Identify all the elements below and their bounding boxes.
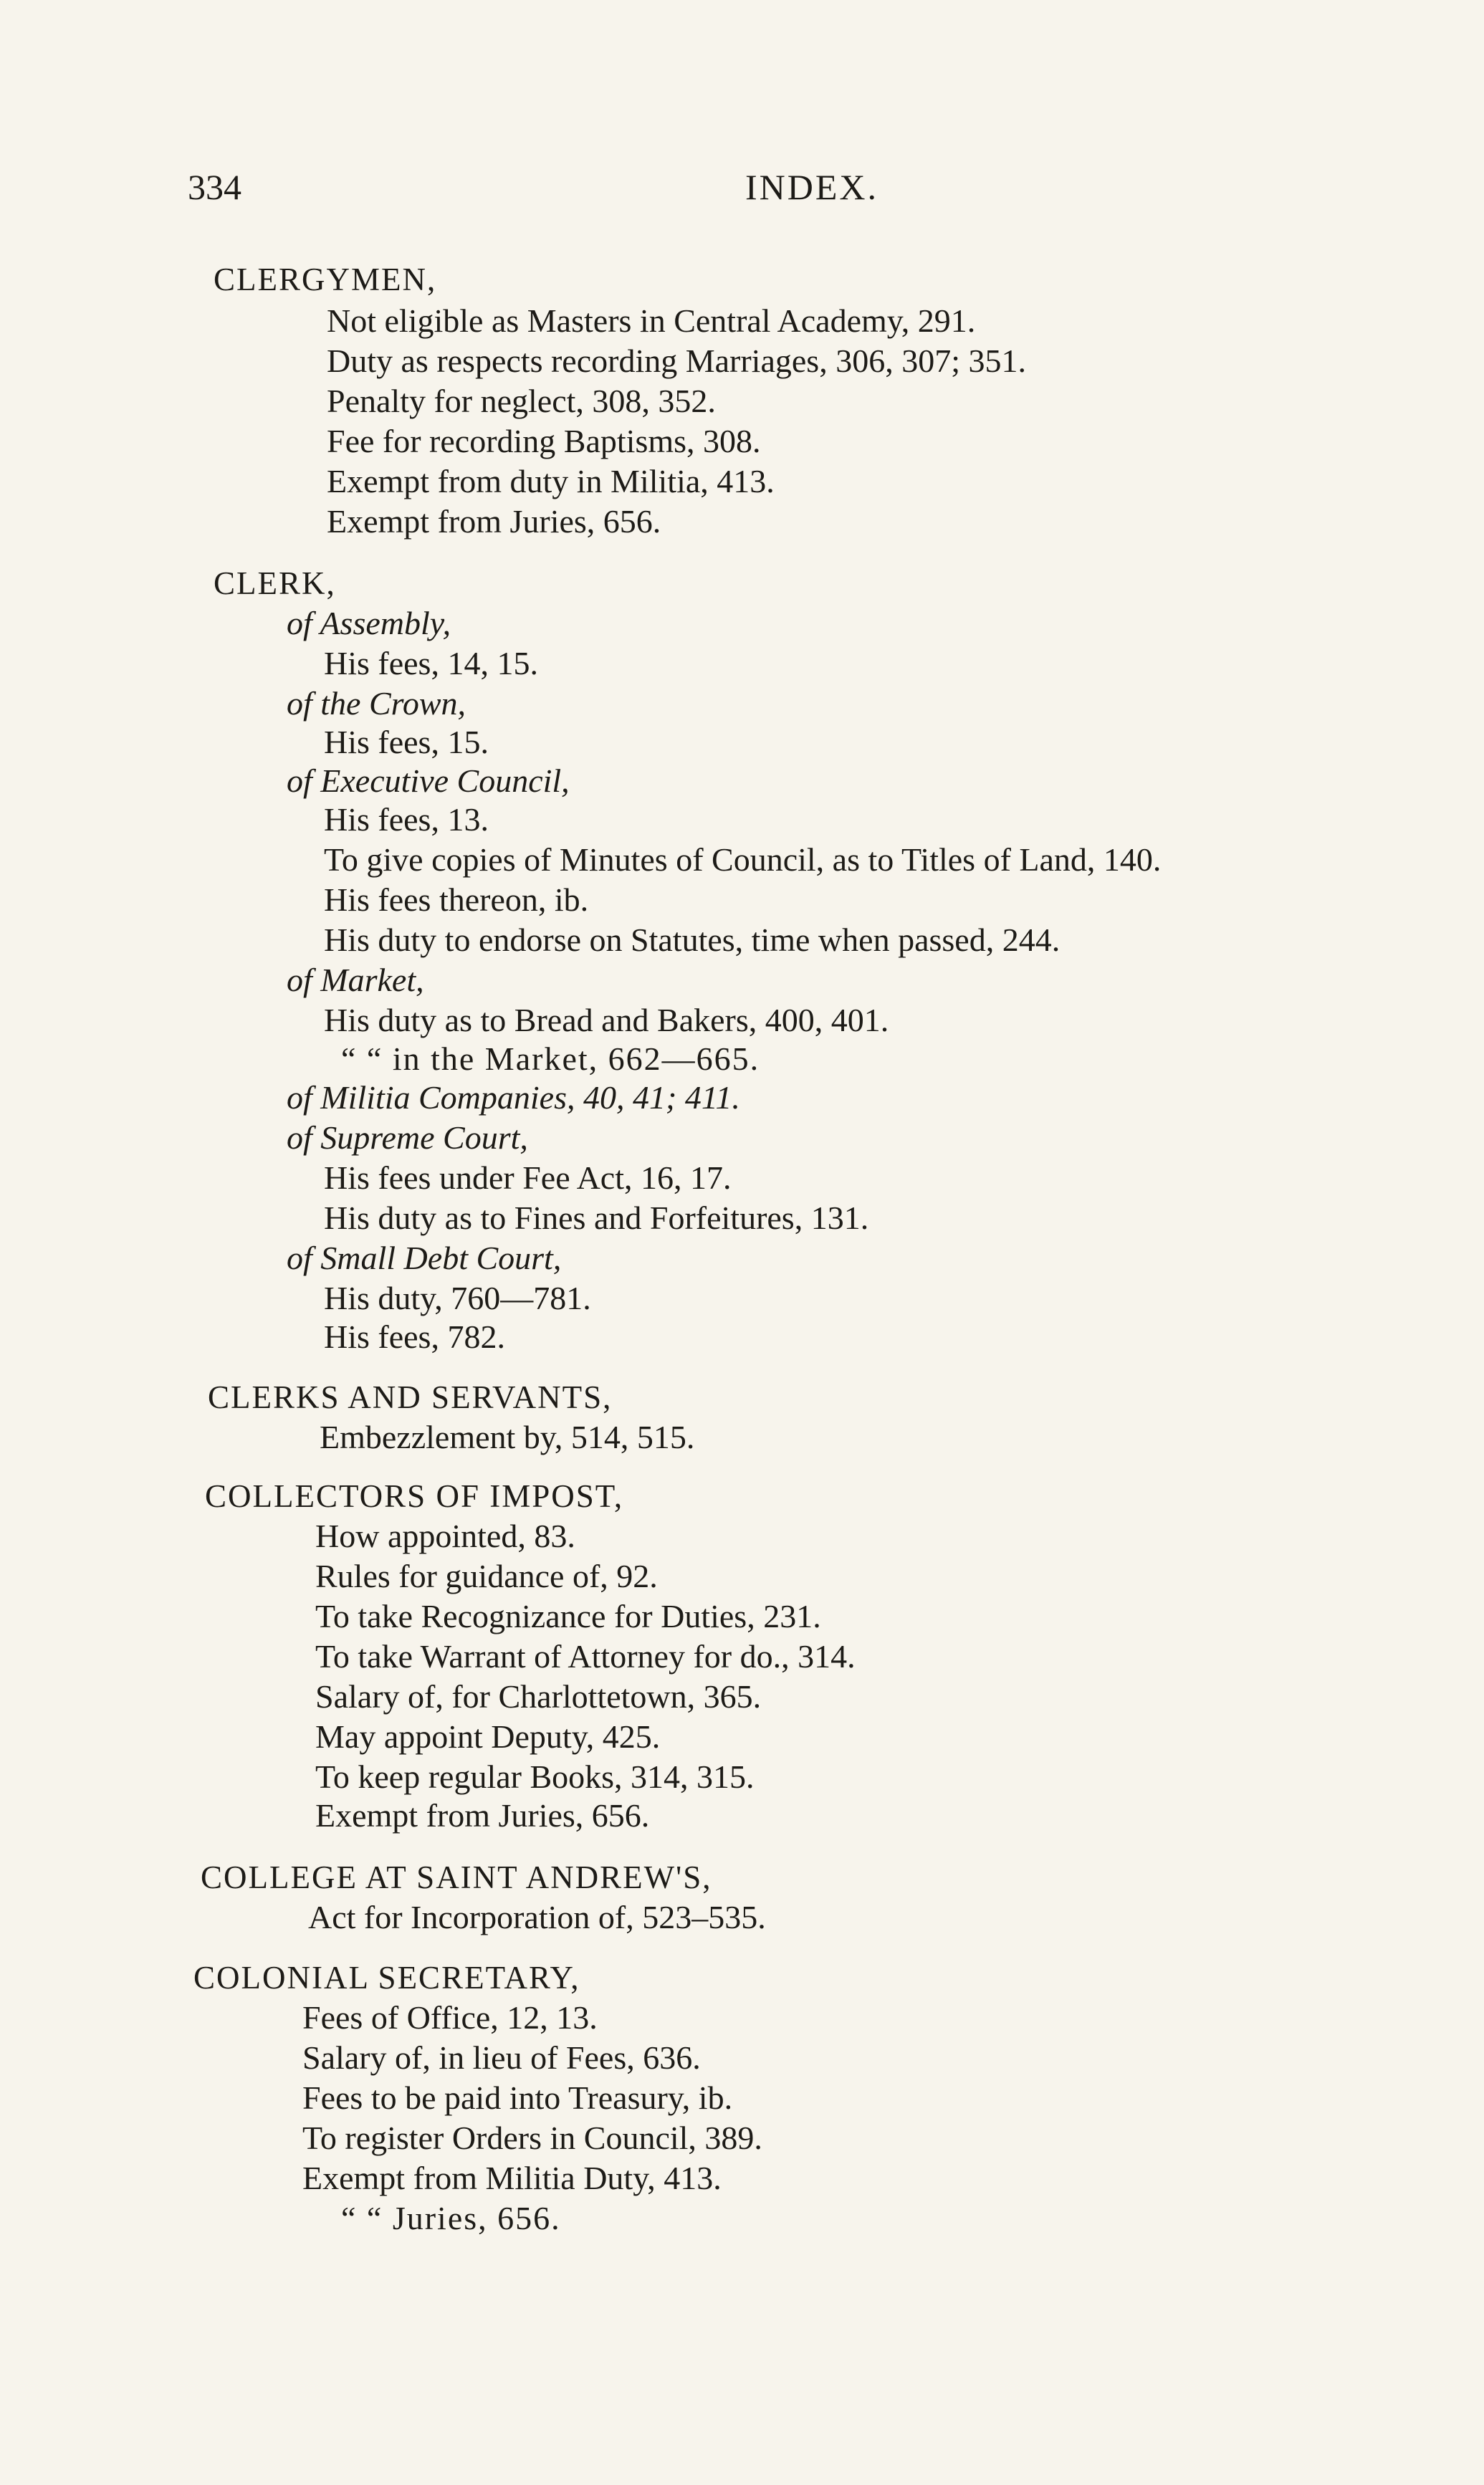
index-entry: “ “ in the Market, 662—665. xyxy=(341,1040,760,1077)
index-entry: To give copies of Minutes of Council, as to Titles of Land, 140. xyxy=(324,841,1162,878)
index-heading: CLERKS AND SERVANTS, xyxy=(208,1379,613,1415)
index-subheading: of Executive Council, xyxy=(287,762,570,799)
index-entry: Penalty for neglect, 308, 352. xyxy=(327,383,716,419)
index-entry: Duty as respects recording Marriages, 306, 307; 351. xyxy=(327,343,1026,379)
page-number: 334 xyxy=(188,167,241,207)
index-entry: Not eligible as Masters in Central Academy, 291. xyxy=(327,302,976,339)
index-subheading: of Small Debt Court, xyxy=(287,1240,562,1276)
index-entry: His fees under Fee Act, 16, 17. xyxy=(324,1159,732,1196)
index-entry: His fees, 782. xyxy=(324,1318,505,1355)
index-entry: Exempt from Militia Duty, 413. xyxy=(302,2160,722,2196)
index-entry: To register Orders in Council, 389. xyxy=(302,2120,762,2156)
index-subheading: of Militia Companies, 40, 41; 411. xyxy=(287,1079,740,1116)
index-subheading: of Market, xyxy=(287,962,424,998)
running-head-title: INDEX. xyxy=(745,167,879,207)
index-entry: Embezzlement by, 514, 515. xyxy=(320,1419,695,1455)
index-heading: COLONIAL SECRETARY, xyxy=(193,1960,580,1996)
index-entry: To take Warrant of Attorney for do., 314. xyxy=(315,1638,856,1675)
index-entry: Fees to be paid into Treasury, ib. xyxy=(302,2079,733,2116)
index-subheading: of the Crown, xyxy=(287,685,466,722)
index-heading: CLERGYMEN, xyxy=(214,262,437,297)
index-entry: How appointed, 83. xyxy=(315,1518,575,1554)
index-entry: His duty, 760—781. xyxy=(324,1280,591,1316)
index-entry: To keep regular Books, 314, 315. xyxy=(315,1758,755,1795)
index-entry: His duty as to Bread and Bakers, 400, 401. xyxy=(324,1002,889,1038)
index-entry: His fees, 15. xyxy=(324,724,489,760)
index-entry: To take Recognizance for Duties, 231. xyxy=(315,1598,821,1634)
index-entry: His fees, 13. xyxy=(324,801,489,838)
index-heading: COLLEGE AT SAINT ANDREW'S, xyxy=(201,1859,712,1895)
page-header xyxy=(0,166,1484,216)
index-subheading: of Supreme Court, xyxy=(287,1119,528,1156)
index-entry: Exempt from duty in Militia, 413. xyxy=(327,463,775,499)
index-entry: Salary of, for Charlottetown, 365. xyxy=(315,1678,762,1715)
index-entry: His fees, 14, 15. xyxy=(324,645,538,681)
index-entry: Fees of Office, 12, 13. xyxy=(302,1999,598,2036)
index-entry: Rules for guidance of, 92. xyxy=(315,1558,658,1594)
index-entry: Act for Incorporation of, 523–535. xyxy=(308,1899,766,1935)
index-heading: COLLECTORS OF IMPOST, xyxy=(205,1478,624,1514)
index-subheading: of Assembly, xyxy=(287,605,451,641)
index-entry: Salary of, in lieu of Fees, 636. xyxy=(302,2039,701,2076)
index-entry: “ “ Juries, 656. xyxy=(341,2200,561,2236)
index-entry: Fee for recording Baptisms, 308. xyxy=(327,423,761,459)
index-entry: Exempt from Juries, 656. xyxy=(327,503,661,540)
index-heading: CLERK, xyxy=(214,565,336,601)
index-entry: Exempt from Juries, 656. xyxy=(315,1797,650,1834)
index-entry: His duty as to Fines and Forfeitures, 131. xyxy=(324,1200,869,1236)
index-entry: His fees thereon, ib. xyxy=(324,881,589,918)
index-entry: His duty to endorse on Statutes, time when passed, 244. xyxy=(324,921,1061,958)
index-entry: May appoint Deputy, 425. xyxy=(315,1718,661,1755)
